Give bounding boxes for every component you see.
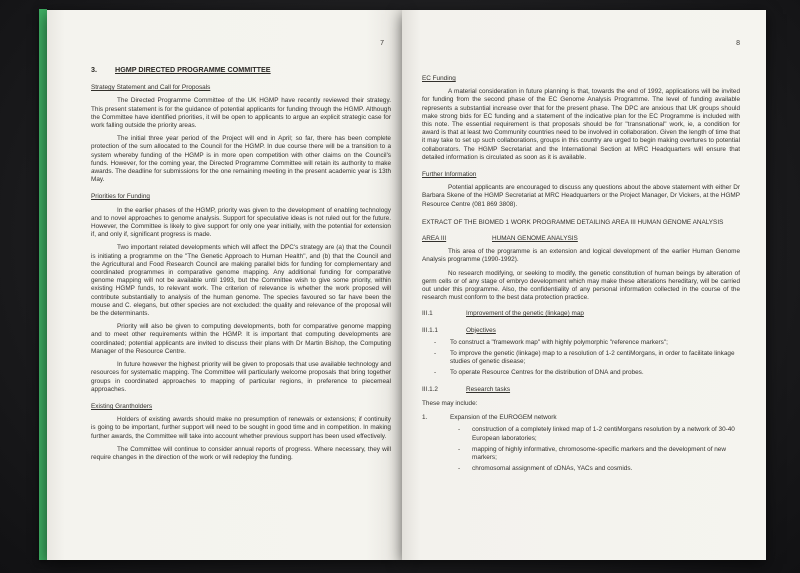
page-left — [47, 10, 402, 560]
subsection-heading-ec-funding: EC Funding — [422, 75, 456, 82]
subsection-heading-priorities: Priorities for Funding — [91, 193, 150, 201]
section-grantholders — [91, 403, 391, 462]
task-sub-text: mapping of highly informative, chromosome-specific markers and the development of new markers; — [472, 445, 726, 461]
task-number: 1. — [422, 414, 428, 422]
section-number: 3. — [91, 66, 97, 74]
paragraph: Holders of existing awards should make no presumption of renewals or extensions; if continuity is going to be important, further support will need to be sought in good time and in competition. In making further awards, the Committee will take into account whether previous support has been used effectively. — [91, 416, 391, 440]
clause-title: Objectives — [466, 326, 496, 334]
bullet-marker: - — [434, 350, 437, 358]
task-sub-text: construction of a completely linked map of 1-2 centiMorgans resolution by a network of 30-40 European laboratories; — [472, 426, 735, 442]
clause-title: Research tasks — [466, 385, 511, 393]
task-sub-item — [422, 446, 740, 462]
objective-text: To construct a "framework map" with highly polymorphic "reference markers"; — [450, 338, 668, 346]
clause-title: Improvement of the genetic (linkage) map — [466, 310, 584, 318]
section-strategy — [91, 84, 391, 184]
clause-iii11 — [422, 327, 740, 335]
section-title-text: HGMP DIRECTED PROGRAMME COMMITTEE — [115, 66, 271, 74]
section-priorities — [91, 193, 391, 393]
clause-number: III.1.1 — [422, 326, 438, 334]
page-number-left: 7 — [380, 40, 384, 47]
objective-item — [422, 350, 740, 366]
clause-iii12 — [422, 386, 740, 394]
task-item-1 — [422, 414, 740, 422]
subsection-heading-strategy: Strategy Statement and Call for Proposals — [91, 84, 211, 92]
paragraph: Priority will also be given to computing developments, both for comparative genome mapping and to meet other requirements within the HGMP. It is important that computing developments are coordinated; potential applicants are invited to discuss their plans with Dr Martin Bishop, the Computing Manager of the Resource Centre. — [91, 323, 391, 355]
paragraph: Two important related developments which will affect the DPC's strategy are (a) that the Council is initiating a programme on the "The Genetic Approach to Human Health", and (b) that the Council and the Agricultural and Food Research Council are making parallel bids for funding for complementary and coordinated programmes in comparative genome mapping. Any additional funding for comparative genome mapping will not be available until 1993, but the Committee wish to give some priority, within existing HGMP funds, to relevant work. The criterion of relevance is whether the work proposed will contribute substantially to analysis of the human genome. The species favoured so far have been the mouse and C. elegans, but other species are not excluded: the quality and relevance of the proposal will be the determinants. — [91, 244, 391, 318]
bullet-marker: - — [458, 445, 461, 453]
page-left-content — [91, 66, 391, 552]
area-label: AREA III — [422, 235, 447, 243]
objective-item — [422, 339, 740, 347]
paragraph: The initial three year period of the Project will end in April; so far, there has been complete protection of the sum allocated to the Council for the HGMP. In due course there will be a transition to a system whereby funding of the HGMP is in more open competition with other claims on the Council's funds. However, for the coming year, the Directed Programme Committee will retain its authority to make awards. The deadline for submissions for the one remaining meeting in the present academic year is 13th May. — [91, 135, 391, 184]
subsection-heading-further-information: Further Information — [422, 171, 477, 179]
section-ec-funding — [422, 75, 740, 162]
section-further-information — [422, 171, 740, 209]
task-title: Expansion of the EUROGEM network — [450, 414, 557, 422]
bullet-marker: - — [434, 338, 437, 346]
paragraph: A material consideration in future planning is that, towards the end of 1992, applications will be invited for funding from the second phase of the EC Genome Analysis Programme. The level of funding available represents a substantial increase over that for the present phase. The DPC are anxious that UK groups should make strong bids for EC funding and a statement of the indicative plan for the EC Programme is included with this note. The essential requirement is that proposals should be for "transnational" work, ie, a condition for award is that at least two Community countries need to be involved in collaboration. Given the length of time that it may take to set up such collaborations, groups in this country are urged to begin making overtures to potential collaborators. The HGMP Secretariat and the International Section at MRC Headquarters will ensure that detailed information is circulated as soon as it is available. — [422, 88, 740, 161]
area-iii-heading — [422, 235, 740, 243]
paragraph: No research modifying, or seeking to modify, the genetic constitution of human beings by alteration of germ cells or of any stage of embryo development which may make these alterations hereditary, will be carried out under this programme. Also, the confidentiality of any personal information collected in the course of the research must conform to the best data protection practice. — [422, 269, 740, 302]
bullet-marker: - — [458, 426, 461, 434]
document-cover-edge — [39, 9, 47, 560]
bullet-marker: - — [458, 465, 461, 473]
paragraph: This area of the programme is an extension and logical development of the earlier Human Genome Analysis programme (1990-1992). — [422, 248, 740, 264]
objective-item — [422, 369, 740, 377]
clause-number: III.1 — [422, 310, 433, 318]
area-title: HUMAN GENOME ANALYSIS — [492, 235, 578, 243]
task-sub-item — [422, 465, 740, 473]
paragraph: The Directed Programme Committee of the UK HGMP have recently reviewed their strategy. This present statement is for the guidance of potential applicants for funding through the HGMP. Although the Committee have identified priorities, it will be open to applicants to argue an explicit strategic case for work falling outside the priority areas. — [91, 97, 391, 130]
objective-text: To operate Resource Centres for the distribution of DNA and probes. — [450, 369, 644, 377]
paragraph: In future however the highest priority will be given to proposals that use available technology and resources for systematic mapping. The Committee will particularly welcome proposals that bring together groups in coordinated approaches to mapping of particular regions, in preference to piecemeal approaches. — [91, 361, 391, 393]
paragraph: The Committee will continue to consider annual reports of progress. Where necessary, they will require changes in the direction of the work or will redeploy the funding. — [91, 445, 391, 461]
clause-iii1 — [422, 310, 740, 318]
document-section-title — [91, 66, 391, 74]
paragraph: Potential applicants are encouraged to discuss any questions about the above statement with either Dr Barbara Skene of the HGMP Secretariat at MRC Headquarters or the Project Manager, Dr Vickers, at the HGMP Resource Centre (081 869 3808). — [422, 184, 740, 208]
extract-heading: EXTRACT OF THE BIOMED 1 WORK PROGRAMME DETAILING AREA III HUMAN GENOME ANALYSIS — [422, 218, 724, 226]
page-right — [402, 10, 766, 560]
subsection-heading-grantholders: Existing Grantholders — [91, 402, 153, 410]
task-sub-item — [422, 426, 740, 442]
research-tasks-intro: These may include: — [422, 399, 478, 407]
objective-text: To improve the genetic (linkage) map to a resolution of 1-2 centiMorgans, in order to facilitate linkage studies of genetic disease; — [450, 350, 735, 366]
paragraph: In the earlier phases of the HGMP, priority was given to the development of enabling technology and to novel approaches to genome analysis. Support for speculative ideas is not ruled out for the future. However, the Committee is likely to give support for only one year initially, with the potential for extension if, and only if, significant progress is made. — [91, 206, 391, 239]
page-number-right: 8 — [736, 40, 740, 47]
task-sub-text: chromosomal assignment of cDNAs, YACs and cosmids. — [472, 465, 633, 473]
clause-number: III.1.2 — [422, 385, 438, 393]
page-right-content — [422, 66, 740, 552]
bullet-marker: - — [434, 369, 437, 377]
